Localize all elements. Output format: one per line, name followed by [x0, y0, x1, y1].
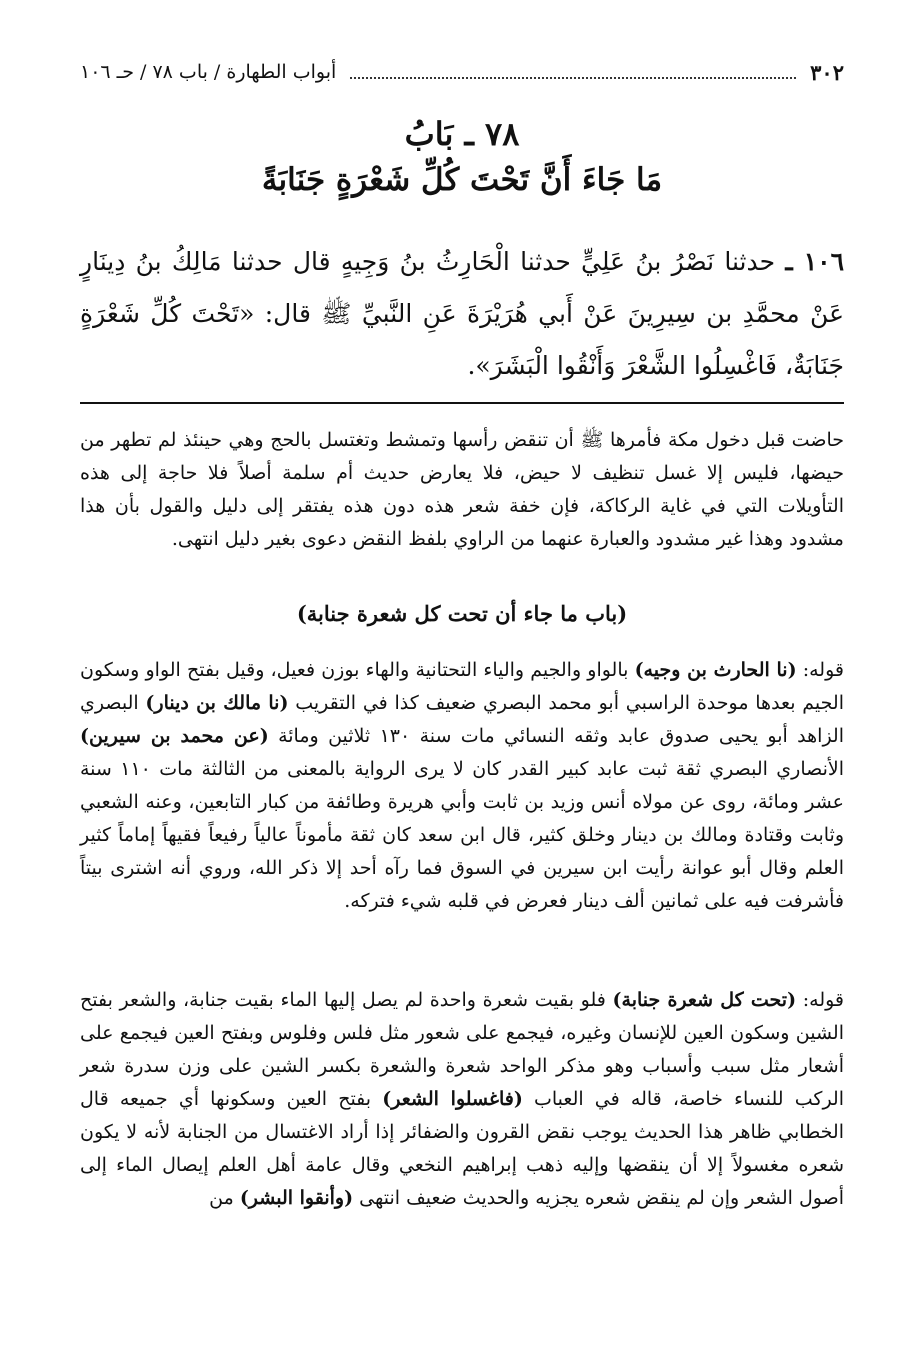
- commentary-intro: [80, 424, 844, 556]
- hadith-text: [80, 236, 844, 392]
- text-run: قوله:: [796, 659, 844, 681]
- chapter-title: مَا جَاءَ أَنَّ تَحْتَ كُلِّ شَعْرَةٍ جَنَابَةً: [261, 162, 663, 198]
- commentary-intro-text: حاضت قبل دخول مكة فأمرها ﷺ أن تنقض رأسها وتمشط وتغتسل بالحج وهي حينئذ لم تطهر من حيضها، فليس إلا غسل تنظيف لا حيض، فلا يعارض حديث أم سلمة أصلاً فلا حاجة إلى هذه التأويلات التي في غاية الركاكة، فإن خفة شعر هذه دون هذه يفتقر إلى دليل والقول بأن هذا مشدود وهذا غير مشدود والعبارة عنهما من الراوي بلفظ النقض دعوى بغير دليل انتهى.: [80, 429, 844, 550]
- chapter-heading: [80, 112, 844, 204]
- commentary-paragraph-2-text: [80, 984, 844, 1215]
- text-run: قوله:: [796, 989, 844, 1011]
- bold-term: (نا مالك بن دينار): [145, 692, 289, 714]
- running-title: أبواب الطهارة / باب ٧٨ / حـ ١٠٦: [80, 61, 337, 83]
- page-number: ٣٠٢: [810, 59, 844, 85]
- chapter-number: ٧٨ ـ بَابُ: [404, 115, 520, 153]
- header-dotted-leader: [350, 77, 796, 79]
- commentary-section-heading: (باب ما جاء أن تحت كل شعرة جنابة): [296, 601, 628, 626]
- bold-term: (نا الحارث بن وجيه): [634, 659, 797, 681]
- hadith-body: حدثنا نَصْرُ بنُ عَلِيٍّ حدثنا الْحَارِثُ بنُ وَجِيهٍ قال حدثنا مَالِكُ بنُ دِينَارٍ عَنْ محمَّدِ بن سِيرِينَ عَنْ أَبي هُرَيْرَةَ عَنِ النَّبيِّ ﷺ قال: «تَحْتَ كُلِّ شَعْرَةٍ جَنَابَةٌ، فَاغْسِلُوا الشَّعْرَ وَأَنْقُوا الْبَشَرَ».: [80, 247, 844, 380]
- bold-term: (فاغسلوا الشعر): [382, 1088, 523, 1110]
- text-run: الأنصاري البصري ثقة ثبت عابد كبير القدر كان لا يرى الرواية بالمعنى من الثالثة مات ١١٠ سنة عشر ومائة، روى عن مولاه أنس وزيد بن ثابت وأبي هريرة وطائفة من كبار التابعين، وعنه الشعبي وثابت وقتادة ومالك بن دينار وخلق كثير، قال ابن سعد كان ثقة مأموناً عالياً رفيعاً فقيهاً إماماً كثير العلم وقال أبو عوانة رأيت ابن سيرين في السوق فما رآه أحد إلا ذكر الله، وروي أنه اشترى بيتاً فأشرفت فيه على ثمانين ألف دينار فعرض في قلبه شيء فتركه.: [80, 758, 844, 912]
- text-run: فلو بقيت شعرة واحدة لم يصل إليها الماء بقيت جنابة، والشعر بفتح الشين وسكون العين للإنسان وغيره، فيجمع على شعور مثل فلس وفلوس وبفتح العين فيجمع على أشعار مثل سبب وأسباب وهو مذكر الواحد شعرة والشعرة بكسر الشين على وزن سدرة شعر الركب للنساء خاصة، قاله في العباب: [80, 989, 844, 1110]
- bold-term: (وأنقوا البشر): [239, 1187, 354, 1209]
- commentary-paragraph-1: [80, 654, 844, 918]
- text-run: من: [209, 1187, 240, 1209]
- commentary-paragraph-1-text: [80, 654, 844, 918]
- text-run: البصري الزاهد أبو يحيى صدوق عابد وثقه النسائي مات سنة ١٣٠ ثلاثين ومائة: [80, 692, 844, 747]
- bold-term: (عن محمد بن سيرين): [80, 725, 269, 747]
- text-run: بفتح العين وسكونها أي جميعه قال الخطابي ظاهر هذا الحديث يوجب نقض القرون والضفائر إذا أراد الاغتسال من الجنابة لأنه لا يكون شعره مغسولاً إلا أن ينقضها وإليه ذهب إبراهيم النخعي وقال عامة أهل العلم إيصال الماء إلى أصول الشعر وإن لم ينقض شعره يجزيه والحديث ضعيف انتهى: [80, 1088, 844, 1209]
- commentary-paragraph-2: [80, 984, 844, 1215]
- bold-term: (تحت كل شعرة جنابة): [612, 989, 797, 1011]
- hadith-number: ١٠٦ ـ: [785, 247, 845, 276]
- page-header: [80, 52, 844, 92]
- text-run: بالواو والجيم والياء التحتانية والهاء بوزن فعيل، وقيل بفتح الواو وسكون الجيم بعدها موحدة الراسبي أبو محمد البصري ضعيف كذا في التقريب: [80, 659, 844, 714]
- footnote-divider: [80, 402, 844, 404]
